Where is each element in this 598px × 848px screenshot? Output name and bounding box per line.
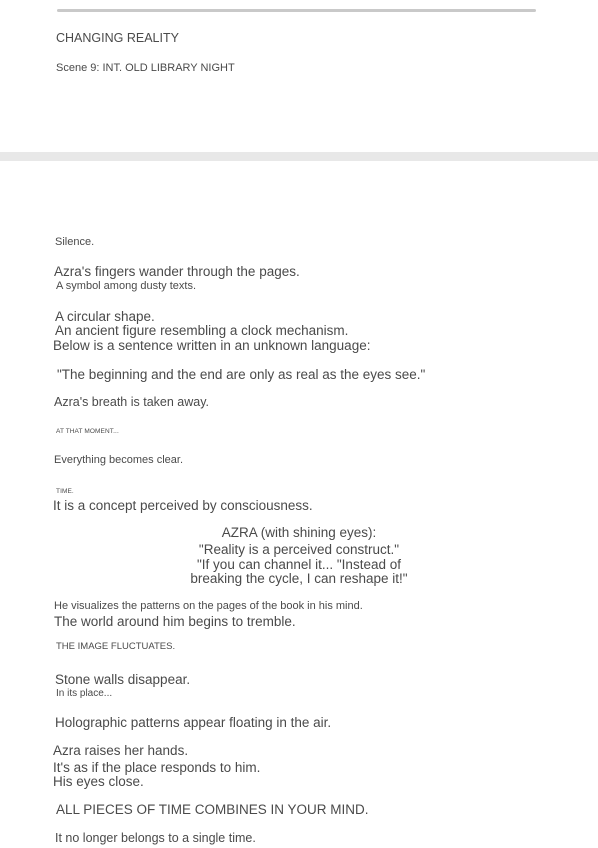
action-line: A symbol among dusty texts. xyxy=(56,280,197,292)
transition-line: THE IMAGE FLUCTUATES. xyxy=(56,641,176,652)
action-line: Azra raises her hands. xyxy=(53,743,189,758)
dialogue-line: "If you can channel it... "Instead of xyxy=(197,557,401,572)
action-line: Silence. xyxy=(55,236,95,248)
action-line: ALL PIECES OF TIME COMBINES IN YOUR MIND. xyxy=(56,802,369,817)
action-line: Azra's breath is taken away. xyxy=(54,395,210,409)
action-line: In its place... xyxy=(56,688,113,699)
transition-line: AT THAT MOMENT... xyxy=(56,428,119,435)
action-line: Holographic patterns appear floating in the air. xyxy=(55,715,332,730)
quoted-inscription: "The beginning and the end are only as real as the eyes see." xyxy=(57,367,426,382)
action-line: He visualizes the patterns on the pages of the book in his mind. xyxy=(54,600,363,612)
dialogue-line: "Reality is a perceived construct." xyxy=(198,542,400,557)
action-line: The world around him begins to tremble. xyxy=(54,614,296,629)
action-line: Below is a sentence written in an unknown language: xyxy=(53,338,371,353)
action-line: An ancient figure resembling a clock mechanism. xyxy=(55,323,349,338)
action-line: It's as if the place responds to him. xyxy=(53,760,261,775)
action-line: It is a concept perceived by consciousness. xyxy=(53,498,313,513)
scene-heading: Scene 9: INT. OLD LIBRARY NIGHT xyxy=(56,62,235,74)
action-line: Azra's fingers wander through the pages. xyxy=(54,264,300,279)
character-cue: AZRA (with shining eyes): xyxy=(221,525,377,540)
dialogue-line: breaking the cycle, I can reshape it!" xyxy=(190,571,408,586)
script-title: CHANGING REALITY xyxy=(56,31,179,45)
action-line: It no longer belongs to a single time. xyxy=(55,831,256,845)
transition-line: TIME. xyxy=(56,488,74,495)
action-line: Stone walls disappear. xyxy=(55,672,191,687)
page-top-rule xyxy=(57,9,536,12)
action-line: A circular shape. xyxy=(55,309,155,324)
action-line: Everything becomes clear. xyxy=(54,454,184,466)
action-line: His eyes close. xyxy=(53,774,144,789)
page-break xyxy=(0,152,598,161)
